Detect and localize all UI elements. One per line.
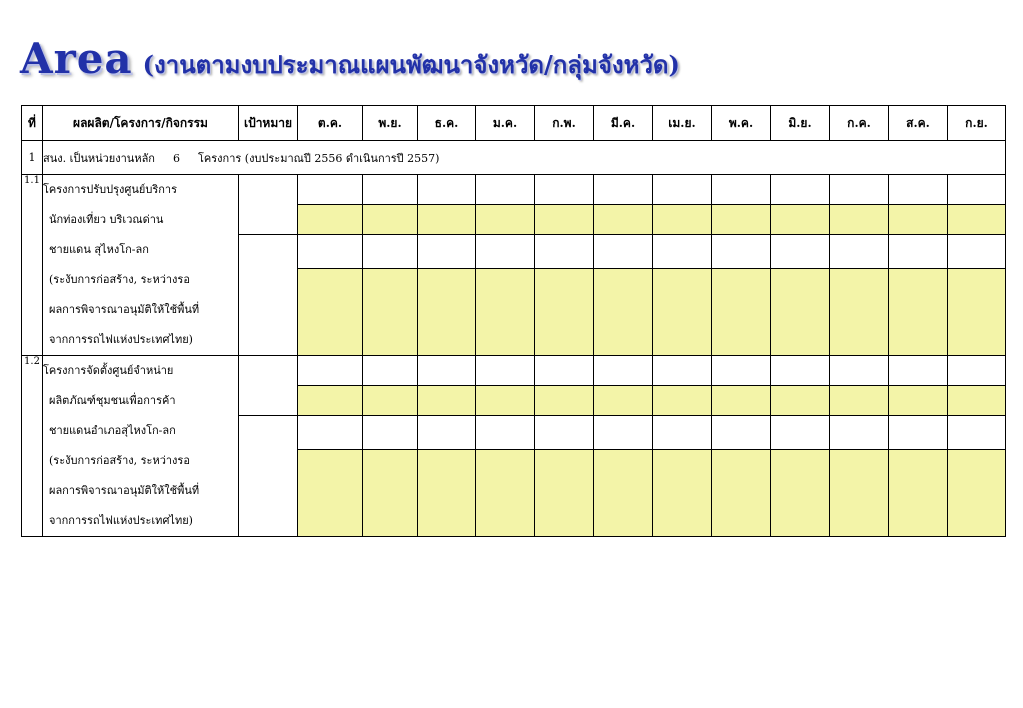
month-cell xyxy=(594,235,653,269)
header-month: พ.ค. xyxy=(712,106,771,141)
month-cell xyxy=(535,235,594,269)
month-cell xyxy=(948,235,1006,269)
month-cell xyxy=(594,356,653,386)
month-cell xyxy=(418,175,476,205)
header-month: พ.ย. xyxy=(363,106,418,141)
month-cell xyxy=(948,205,1006,235)
month-cell xyxy=(476,175,535,205)
target-cell xyxy=(239,175,298,235)
month-cell xyxy=(418,386,476,416)
month-cell xyxy=(830,269,889,356)
month-cell xyxy=(363,356,418,386)
month-cell xyxy=(418,356,476,386)
month-cell xyxy=(712,450,771,537)
month-cell xyxy=(889,235,948,269)
header-month: ก.ย. xyxy=(948,106,1006,141)
header-month: ส.ค. xyxy=(889,106,948,141)
page-title xyxy=(20,34,680,94)
project-description-line: จากการรถไฟแห่งประเทศไทย) xyxy=(49,514,193,527)
month-cell xyxy=(418,269,476,356)
project-description-line: ชายแดน สุไหงโก-ลก xyxy=(49,243,149,256)
month-cell xyxy=(712,175,771,205)
month-cell xyxy=(476,450,535,537)
month-cell xyxy=(535,416,594,450)
header-month: มี.ค. xyxy=(594,106,653,141)
month-cell xyxy=(889,269,948,356)
month-cell xyxy=(712,235,771,269)
month-cell xyxy=(418,205,476,235)
month-cell xyxy=(363,175,418,205)
month-cell xyxy=(889,450,948,537)
project-description-line: ผลการพิจารณาอนุมัติให้ใช้พื้นที่ xyxy=(49,303,200,316)
month-cell xyxy=(830,235,889,269)
project-description-line: ผลการพิจารณาอนุมัติให้ใช้พื้นที่ xyxy=(49,484,200,497)
month-cell xyxy=(363,205,418,235)
plan-table xyxy=(21,105,1006,537)
month-cell xyxy=(363,386,418,416)
month-cell xyxy=(771,235,830,269)
month-cell xyxy=(476,205,535,235)
month-cell xyxy=(418,235,476,269)
month-cell xyxy=(363,269,418,356)
target-cell xyxy=(239,235,298,356)
month-cell xyxy=(712,416,771,450)
month-cell xyxy=(298,386,363,416)
month-cell xyxy=(653,450,712,537)
month-cell xyxy=(298,175,363,205)
month-cell xyxy=(889,205,948,235)
project-row xyxy=(22,175,1006,205)
month-cell xyxy=(653,175,712,205)
month-cell xyxy=(889,386,948,416)
month-cell xyxy=(653,356,712,386)
month-cell xyxy=(948,269,1006,356)
month-cell xyxy=(948,356,1006,386)
month-cell xyxy=(476,386,535,416)
month-cell xyxy=(830,416,889,450)
month-cell xyxy=(830,356,889,386)
month-cell xyxy=(653,235,712,269)
month-cell xyxy=(298,416,363,450)
header-month: ม.ค. xyxy=(476,106,535,141)
month-cell xyxy=(948,386,1006,416)
month-cell xyxy=(363,235,418,269)
project-description-line: จากการรถไฟแห่งประเทศไทย) xyxy=(49,333,193,346)
project-row xyxy=(22,356,1006,386)
month-cell xyxy=(830,175,889,205)
header-month: เม.ย. xyxy=(653,106,712,141)
month-cell xyxy=(948,450,1006,537)
month-cell xyxy=(830,450,889,537)
project-description-line: นักท่องเที่ยว บริเวณด่าน xyxy=(49,213,164,226)
month-cell xyxy=(712,205,771,235)
month-cell xyxy=(948,175,1006,205)
header-row xyxy=(22,106,1006,141)
month-cell xyxy=(298,235,363,269)
month-cell xyxy=(771,386,830,416)
month-cell xyxy=(363,416,418,450)
target-cell xyxy=(239,356,298,416)
month-cell xyxy=(476,235,535,269)
header-month: ก.พ. xyxy=(535,106,594,141)
project-description xyxy=(43,175,239,356)
project-description xyxy=(43,356,239,537)
project-description-line: (ระงับการก่อสร้าง, ระหว่างรอ xyxy=(49,273,190,286)
summary-count: 6 xyxy=(172,151,180,165)
month-cell xyxy=(889,175,948,205)
month-cell xyxy=(535,175,594,205)
month-cell xyxy=(535,450,594,537)
month-cell xyxy=(594,450,653,537)
month-cell xyxy=(535,205,594,235)
month-cell xyxy=(771,269,830,356)
month-cell xyxy=(535,356,594,386)
month-cell xyxy=(712,356,771,386)
month-cell xyxy=(594,386,653,416)
month-cell xyxy=(298,205,363,235)
month-cell xyxy=(889,356,948,386)
month-cell xyxy=(830,386,889,416)
summary-text: โครงการ (งบประมาณปี 2556 ดำเนินการปี 2557) xyxy=(197,151,440,165)
header-month: ธ.ค. xyxy=(418,106,476,141)
project-description-line: ผลิตภัณฑ์ชุมชนเพื่อการค้า xyxy=(49,394,176,407)
header-month: ก.ค. xyxy=(830,106,889,141)
month-cell xyxy=(298,269,363,356)
project-no: 1.1 xyxy=(22,175,43,356)
month-cell xyxy=(594,205,653,235)
month-cell xyxy=(594,416,653,450)
title-main: Area xyxy=(20,34,133,83)
month-cell xyxy=(771,205,830,235)
month-cell xyxy=(594,269,653,356)
project-no: 1.2 xyxy=(22,356,43,537)
summary-no: 1 xyxy=(22,141,43,175)
month-cell xyxy=(653,416,712,450)
month-cell xyxy=(712,386,771,416)
month-cell xyxy=(653,386,712,416)
title-subtitle: (งานตามงบประมาณแผนพัฒนาจังหวัด/กลุ่มจังหวัด) xyxy=(142,50,680,79)
month-cell xyxy=(830,205,889,235)
target-cell xyxy=(239,416,298,537)
header-month: มิ.ย. xyxy=(771,106,830,141)
header-month: ต.ค. xyxy=(298,106,363,141)
month-cell xyxy=(771,356,830,386)
month-cell xyxy=(476,416,535,450)
month-cell xyxy=(594,175,653,205)
month-cell xyxy=(653,269,712,356)
month-cell xyxy=(771,450,830,537)
month-cell xyxy=(298,450,363,537)
header-target: เป้าหมาย xyxy=(239,106,298,141)
month-cell xyxy=(363,450,418,537)
month-cell xyxy=(653,205,712,235)
month-cell xyxy=(418,416,476,450)
summary-cell xyxy=(43,141,1006,175)
month-cell xyxy=(948,416,1006,450)
summary-agency: สนง. เป็นหน่วยงานหลัก xyxy=(43,151,155,165)
month-cell xyxy=(771,175,830,205)
month-cell xyxy=(771,416,830,450)
project-description-line: โครงการจัดตั้งศูนย์จำหน่าย xyxy=(43,364,174,377)
month-cell xyxy=(535,269,594,356)
header-project: ผลผลิต/โครงการ/กิจกรรม xyxy=(43,106,239,141)
project-description-line: (ระงับการก่อสร้าง, ระหว่างรอ xyxy=(49,454,190,467)
header-no: ที่ xyxy=(22,106,43,141)
summary-row xyxy=(22,141,1006,175)
month-cell xyxy=(476,356,535,386)
project-description-line: ชายแดนอำเภอสุไหงโก-ลก xyxy=(49,424,176,437)
month-cell xyxy=(418,450,476,537)
month-cell xyxy=(298,356,363,386)
month-cell xyxy=(476,269,535,356)
project-description-line: โครงการปรับปรุงศูนย์บริการ xyxy=(43,183,178,196)
month-cell xyxy=(712,269,771,356)
month-cell xyxy=(535,386,594,416)
month-cell xyxy=(889,416,948,450)
